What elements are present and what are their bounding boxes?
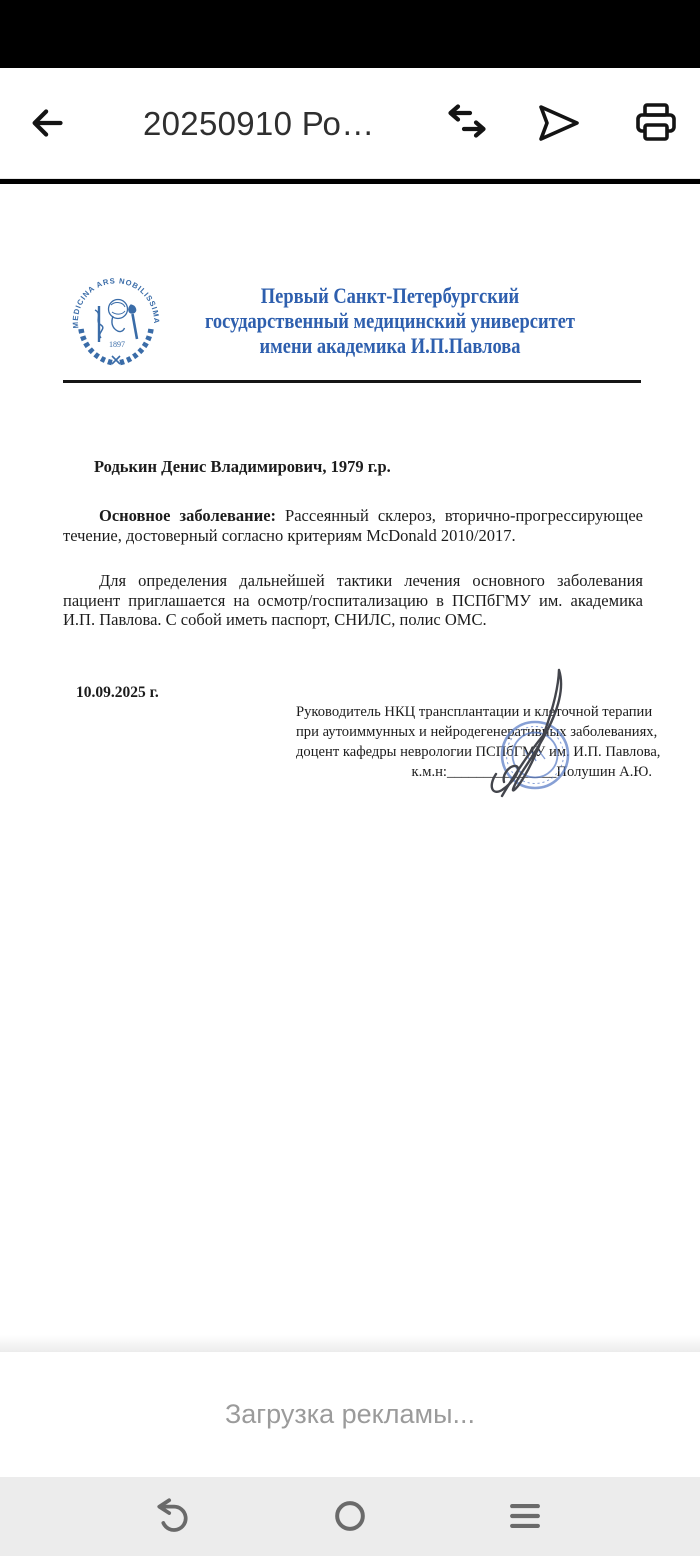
university-name-line: имени академика И.П.Павлова — [259, 333, 521, 358]
status-bar — [0, 0, 700, 68]
pdf-page[interactable] — [0, 184, 700, 1335]
back-icon[interactable] — [26, 100, 72, 146]
toolbar — [0, 68, 700, 179]
header-divider — [63, 380, 641, 383]
send-icon[interactable] — [533, 98, 583, 148]
diagnosis-text: Рассеянный склероз, вторично-прогрессирующее течение, достоверный согласно критериям McDonald 2010/2017. — [63, 506, 643, 545]
university-seal-logo — [68, 272, 164, 374]
signature-line: Руководитель НКЦ трансплантации и клеточной терапии — [296, 704, 653, 720]
document-title: 20250910 Ро… — [143, 105, 375, 142]
seal-motto: MEDICINA ARS NOBILISSIMA — [70, 276, 162, 329]
nav-home-icon[interactable] — [329, 1495, 371, 1537]
patient-name-line: Родькин Денис Владимирович, 1979 г.р. — [94, 457, 391, 476]
ad-banner-container[interactable] — [0, 1352, 700, 1477]
university-name-line: государственный медицинский университет — [205, 308, 575, 333]
nav-recent-apps-icon[interactable] — [504, 1495, 546, 1537]
nav-back-icon[interactable] — [154, 1495, 196, 1537]
signature-line-name: к.м.н:_______________Полушин А.Ю. — [411, 764, 652, 780]
diagnosis-paragraph — [63, 506, 643, 545]
invitation-paragraph: Для определения дальнейшей тактики лечения основного заболевания пациент приглашается на осмотр/госпитализацию в ПСПбГМУ им. академика И.П. Павлова. С собой иметь паспорт, СНИЛС, полис ОМС. — [63, 571, 643, 629]
diagnosis-label: Основное заболевание: — [99, 506, 277, 525]
university-name-line: Первый Санкт-Петербургский — [260, 283, 520, 308]
android-nav-bar — [0, 1477, 700, 1556]
signature-block — [296, 702, 661, 782]
seal-year: 1897 — [109, 340, 125, 349]
print-icon[interactable] — [631, 98, 681, 148]
ad-loading-text: Загрузка рекламы... — [224, 1399, 476, 1429]
signature-line: при аутоиммунных и нейродегенеративных заболеваниях, — [296, 724, 658, 740]
compare-arrows-icon[interactable] — [442, 98, 492, 148]
university-name — [188, 283, 591, 358]
document-date: 10.09.2025 г. — [76, 684, 159, 701]
signature-line: доцент кафедры неврологии ПСПбГМУ им. И.П. Павлова, — [296, 744, 661, 760]
ad-top-shadow — [0, 1335, 700, 1352]
